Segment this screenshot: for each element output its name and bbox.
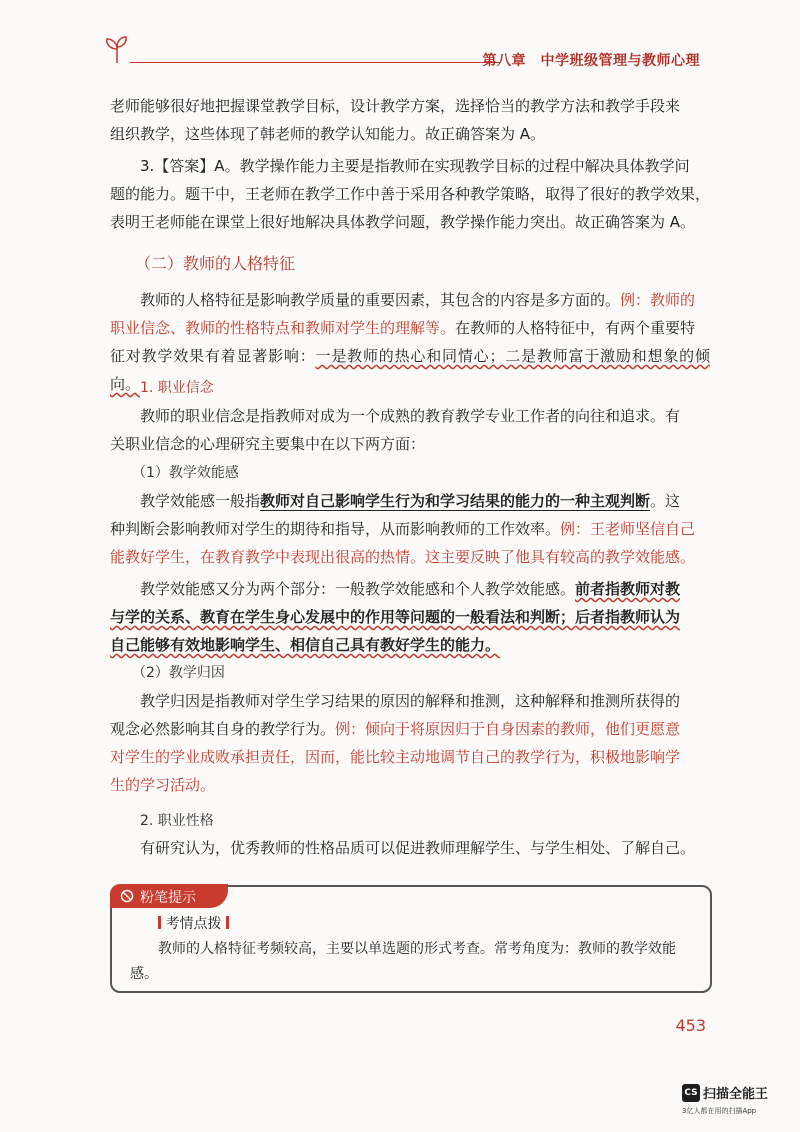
attribution-example-b: 例：倾向于将原因归于自身因素的教师，他们更愿意 [335,720,681,738]
attribution-text-a: 观念必然影响其自身的教学行为。 [110,720,336,738]
intro-example-c: 职业信念、教师的性格特点和教师对学生的理解等。 [110,319,456,337]
intro-key-f: 一是教师的热心和同情心；二是教师富于激励和想象的倾向。 [110,347,710,393]
page-number: 453 [675,1016,706,1035]
scanner-name: 扫描全能王 [703,1087,769,1102]
efficacy-key-h: 前者指教师对教 [575,580,681,598]
scanner-logo: CS [682,1084,700,1102]
efficacy-heading: （1）教学效能感 [132,465,239,481]
header-rule [130,62,500,63]
tip-heading-bar-right [226,916,229,929]
efficacy-line4 [110,575,710,603]
efficacy-line6 [110,631,710,659]
intro-text-a: 教师的人格特征是影响教学质量的重要因素，其包含的内容是多方面的。 [140,291,621,309]
chapter-title: 第八章 中学班级管理与教师心理 [482,53,700,69]
answer-continuation-line2: 组织教学，这些体现了韩老师的教学认知能力。故正确答案为 A。 [110,125,546,143]
page-header [100,34,700,74]
intro-text-d: 在教师的人格特征中，有两个重要特 [455,319,696,337]
intro-line1 [110,286,710,314]
attribution-example-d: 生的学习活动。 [110,776,216,794]
efficacy-line5 [110,603,710,631]
tip-tab [110,884,228,908]
belief-line1: 教师的职业信念是指教师对成为一个成熟的教育教学专业工作者的向往和追求。有 [140,407,681,425]
answer3-line3: 表明王老师能在课堂上很好地解决具体教学问题，教学操作能力突出。故正确答案为 A。 [110,213,696,231]
personality-heading: 2. 职业性格 [140,813,214,829]
efficacy-text-c: 。这 [650,492,681,510]
attribution-line2 [110,715,710,743]
belief-heading: 1. 职业信念 [140,380,214,396]
efficacy-key-j: 自己能够有效地影响学生、相信自己具有教好学生的能力。 [110,636,501,654]
attribution-line4 [110,771,710,799]
answer3-line2: 题的能力。题干中，王老师在教学工作中善于采用各种教学策略，取得了很好的教学效果， [110,185,711,203]
intro-text-e: 征对教学效果有着显著影响： [110,347,316,365]
section-title: （二）教师的人格特征 [135,254,296,273]
answer3-line1: 3.【答案】A。教学操作能力主要是指教师在实现教学目标的过程中解决具体教学问 [140,157,690,175]
tip-heading-label: 考情点拨 [165,916,222,932]
efficacy-definition: 教师对自己影响学生行为和学习结果的能力的一种主观判断 [260,492,651,510]
efficacy-example-f: 能教好学生，在教育教学中表现出很高的热情。这主要反映了他具有较高的教学效能感。 [110,548,696,566]
personality-line1: 有研究认为，优秀教师的性格品质可以促进教师理解学生、与学生相处、了解自己。 [140,839,696,857]
intro-line2 [110,314,710,342]
prohibit-icon [120,889,134,903]
answer-continuation-line1: 老师能够很好地把握课堂教学目标，设计教学方案，选择恰当的教学方法和教学手段来 [110,97,681,115]
efficacy-text-g: 教学效能感又分为两个部分：一般教学效能感和个人教学效能感。 [140,580,576,598]
efficacy-text-d: 种判断会影响教师对学生的期待和指导，从而影响教师的工作效率。 [110,520,561,538]
belief-line2: 关职业信念的心理研究主要集中在以下两方面： [110,435,426,453]
efficacy-example-e: 例：王老师坚信自己 [560,520,696,538]
tip-heading-bar-left [158,916,161,929]
attribution-line1: 教学归因是指教师对学生学习结果的原因的解释和推测，这种解释和推测所获得的 [140,692,681,710]
scanner-tagline: 3亿人都在用的扫描App [682,1107,757,1115]
efficacy-text-a: 教学效能感一般指 [140,492,261,510]
efficacy-key-i: 与学的关系、教育在学生身心发展中的作用等问题的一般看法和判断；后者指教师认为 [110,608,681,626]
attribution-line3 [110,743,710,771]
tip-tab-label: 粉笔提示 [140,890,196,906]
efficacy-line2 [110,515,710,543]
efficacy-line1 [110,487,710,515]
intro-example-b: 例：教师的 [620,291,696,309]
attribution-example-c: 对学生的学业成败承担责任，因而，能比较主动地调节自己的教学行为，积极地影响学 [110,748,681,766]
sprout-icon [104,34,130,64]
efficacy-line3 [110,543,710,571]
tip-body: 教师的人格特征考频较高，主要以单选题的形式考查。常考角度为：教师的教学效能感。 [130,941,676,982]
attribution-heading: （2）教学归因 [132,665,225,681]
tip-heading [158,913,229,933]
